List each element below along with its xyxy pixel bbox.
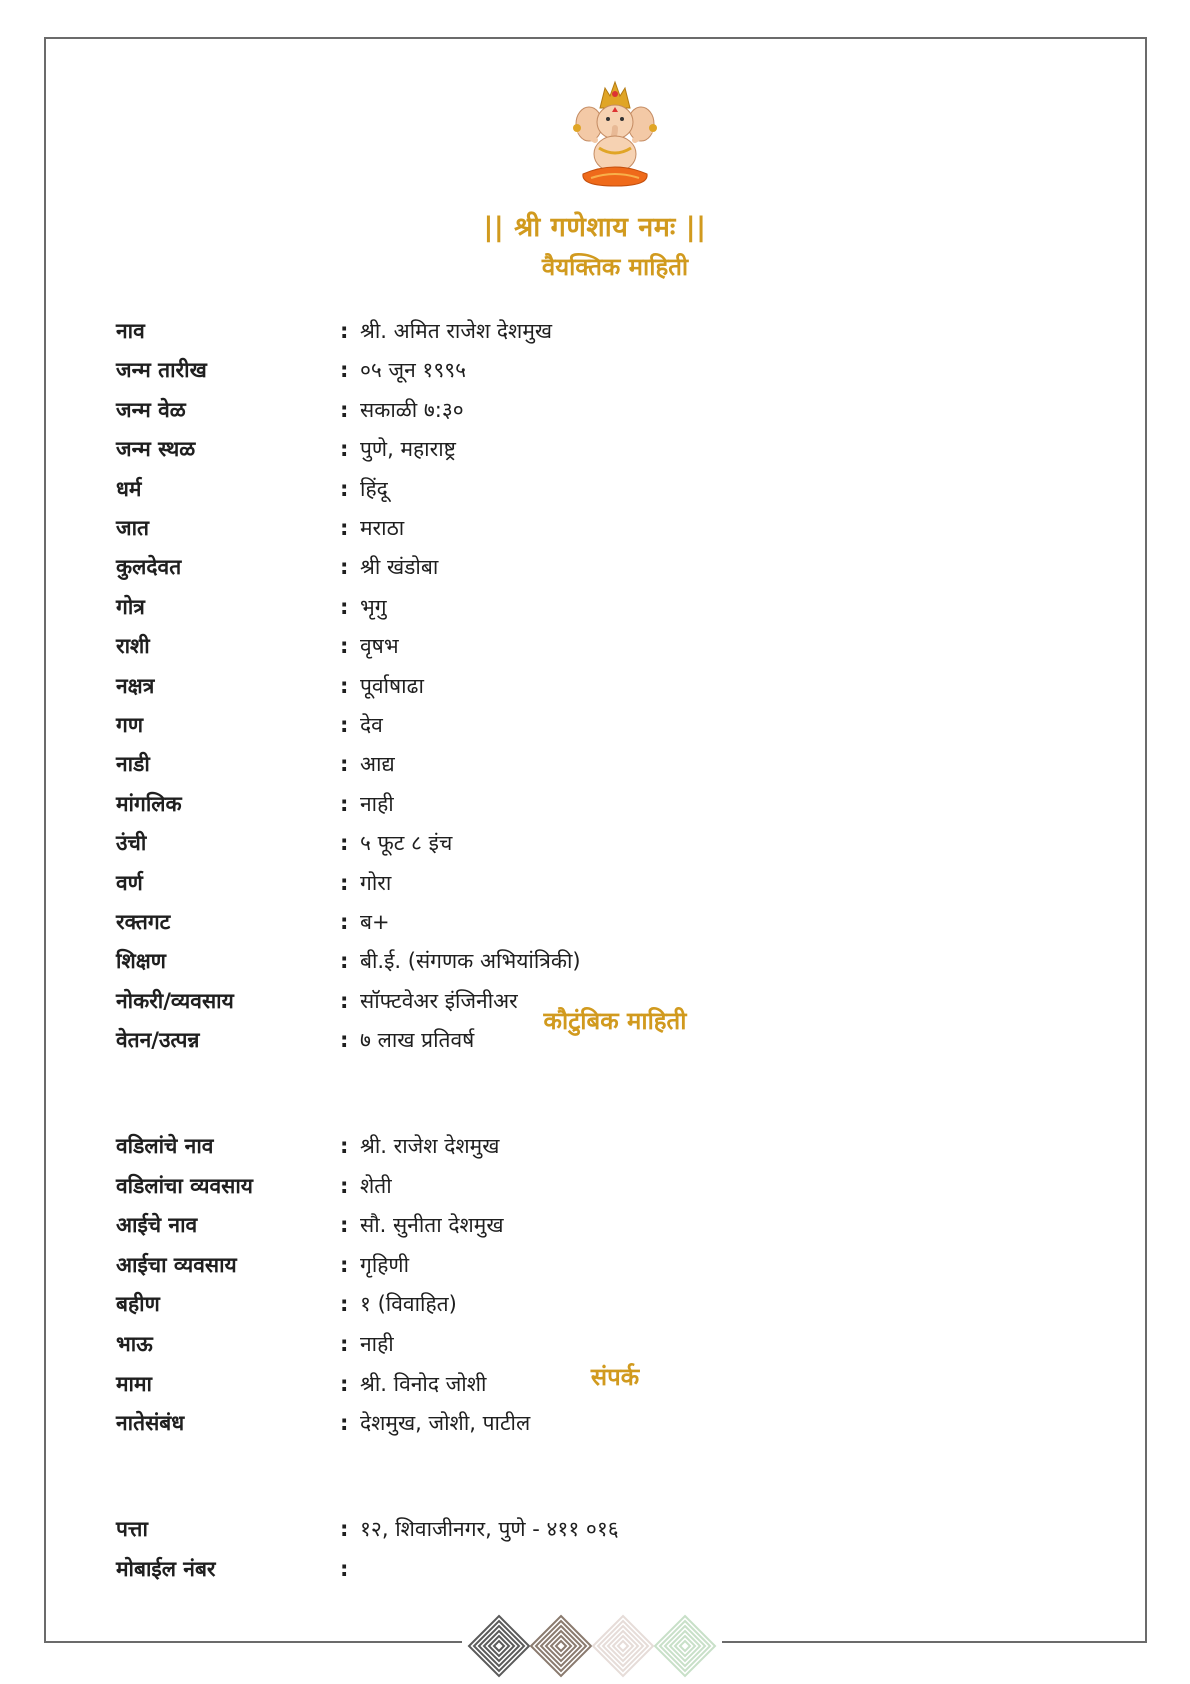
field-value: भृगु bbox=[360, 594, 387, 619]
field-value: १२, शिवाजीनगर, पुणे - ४११ ०१६ bbox=[360, 1517, 619, 1541]
field-value: ५ फूट ८ इंच bbox=[360, 831, 453, 856]
ornament-diamond bbox=[598, 1621, 648, 1671]
field-separator: : bbox=[340, 791, 349, 816]
field-label: नोकरी/व्यवसाय bbox=[116, 988, 234, 1013]
field-separator: : bbox=[340, 1028, 349, 1053]
ornament-diamond bbox=[536, 1621, 586, 1671]
field-separator: : bbox=[340, 1134, 349, 1158]
field-value: श्री खंडोबा bbox=[360, 555, 439, 580]
field-label: गोत्र bbox=[116, 594, 145, 619]
field-value: ०५ जून १९९५ bbox=[360, 358, 467, 383]
field-label: शिक्षण bbox=[116, 949, 166, 974]
field-separator: : bbox=[340, 594, 349, 619]
field-value: हिंदू bbox=[360, 476, 388, 501]
family-info-heading: कौटुंबिक माहिती bbox=[543, 1007, 687, 1035]
ornament-diamond bbox=[660, 1621, 710, 1671]
field-label: उंची bbox=[116, 831, 147, 856]
field-value: गोरा bbox=[360, 870, 392, 895]
field-label: जन्म स्थळ bbox=[116, 437, 196, 462]
field-separator: : bbox=[340, 634, 349, 659]
field-value: सॉफ्टवेअर इंजिनीअर bbox=[360, 988, 518, 1013]
field-label: मामा bbox=[116, 1371, 152, 1396]
field-value: ७ लाख प्रतिवर्ष bbox=[360, 1028, 475, 1053]
field-separator: : bbox=[340, 516, 349, 540]
field-label: आईचे नाव bbox=[116, 1213, 198, 1238]
field-value: सौ. सुनीता देशमुख bbox=[360, 1213, 504, 1238]
field-separator: : bbox=[340, 358, 349, 383]
field-label: नक्षत्र bbox=[116, 673, 155, 698]
field-separator: : bbox=[340, 831, 349, 856]
field-value: पूर्वाषाढा bbox=[360, 673, 424, 698]
field-separator: : bbox=[340, 1517, 349, 1541]
field-separator: : bbox=[340, 1556, 349, 1581]
field-separator: : bbox=[340, 1371, 349, 1396]
field-separator: : bbox=[340, 397, 349, 422]
field-label: बहीण bbox=[116, 1292, 160, 1317]
field-separator: : bbox=[340, 673, 349, 698]
field-separator: : bbox=[340, 910, 349, 934]
field-value: ब+ bbox=[360, 910, 390, 934]
ganesha-icon bbox=[565, 78, 665, 190]
field-separator: : bbox=[340, 555, 349, 580]
contact-heading: संपर्क bbox=[590, 1363, 640, 1391]
field-separator: : bbox=[340, 1332, 349, 1356]
field-value: देव bbox=[360, 713, 383, 737]
field-value: आद्य bbox=[360, 752, 395, 777]
field-label: नाव bbox=[116, 319, 145, 343]
ornament-diamond bbox=[680, 1641, 690, 1651]
field-value: सकाळी ७:३० bbox=[360, 397, 464, 422]
field-label: जन्म वेळ bbox=[116, 397, 186, 422]
field-value: शेती bbox=[360, 1173, 392, 1198]
ornament-diamond bbox=[474, 1621, 524, 1671]
footer-line-right bbox=[722, 1641, 1147, 1643]
field-separator: : bbox=[340, 319, 349, 343]
field-value: पुणे, महाराष्ट्र bbox=[360, 437, 456, 462]
ornament-diamond bbox=[556, 1641, 566, 1651]
field-value: नाही bbox=[360, 791, 394, 816]
ornament-diamond bbox=[618, 1641, 628, 1651]
personal-info-heading: वैयक्तिक माहिती bbox=[541, 253, 689, 281]
field-value: नाही bbox=[360, 1332, 394, 1356]
field-separator: : bbox=[340, 713, 349, 737]
field-label: नाडी bbox=[116, 752, 150, 777]
invocation-heading: || श्री गणेशाय नमः || bbox=[483, 212, 707, 243]
field-value: देशमुख, जोशी, पाटील bbox=[360, 1411, 531, 1436]
field-label: नातेसंबंध bbox=[116, 1411, 185, 1436]
ornament-diamond bbox=[494, 1641, 504, 1651]
field-value: श्री. विनोद जोशी bbox=[360, 1371, 487, 1396]
footer-line-left bbox=[44, 1641, 462, 1643]
field-value: बी.ई. (संगणक अभियांत्रिकी) bbox=[360, 949, 581, 974]
field-separator: : bbox=[340, 988, 349, 1013]
field-label: वेतन/उत्पन्न bbox=[116, 1028, 200, 1053]
field-separator: : bbox=[340, 1411, 349, 1436]
field-value: मराठा bbox=[360, 516, 405, 540]
field-label: वडिलांचा व्यवसाय bbox=[116, 1173, 253, 1198]
field-value: श्री. अमित राजेश देशमुख bbox=[360, 319, 553, 343]
field-separator: : bbox=[340, 476, 349, 501]
field-value: गृहिणी bbox=[360, 1252, 410, 1277]
field-label: जात bbox=[116, 516, 149, 540]
field-separator: : bbox=[340, 1252, 349, 1277]
field-value: श्री. राजेश देशमुख bbox=[360, 1134, 500, 1158]
field-separator: : bbox=[340, 1173, 349, 1198]
field-separator: : bbox=[340, 1213, 349, 1238]
field-label: जन्म तारीख bbox=[116, 358, 207, 383]
spiral-diamond-ornament bbox=[463, 1608, 727, 1684]
field-label: मोबाईल नंबर bbox=[116, 1556, 216, 1581]
field-label: धर्म bbox=[116, 476, 142, 501]
field-label: आईचा व्यवसाय bbox=[116, 1252, 237, 1277]
field-label: रक्तगट bbox=[116, 910, 171, 934]
field-value: १ (विवाहित) bbox=[360, 1292, 457, 1317]
field-separator: : bbox=[340, 437, 349, 462]
field-separator: : bbox=[340, 949, 349, 974]
field-label: भाऊ bbox=[116, 1332, 153, 1356]
field-label: मांगलिक bbox=[116, 791, 182, 816]
field-label: कुलदेवत bbox=[116, 555, 182, 580]
field-separator: : bbox=[340, 752, 349, 777]
field-label: वडिलांचे नाव bbox=[116, 1134, 214, 1158]
field-label: वर्ण bbox=[116, 870, 143, 895]
field-separator: : bbox=[340, 1292, 349, 1317]
field-label: राशी bbox=[116, 634, 150, 659]
field-separator: : bbox=[340, 870, 349, 895]
field-value: वृषभ bbox=[360, 634, 399, 659]
field-label: पत्ता bbox=[116, 1517, 148, 1541]
field-label: गण bbox=[116, 713, 144, 737]
